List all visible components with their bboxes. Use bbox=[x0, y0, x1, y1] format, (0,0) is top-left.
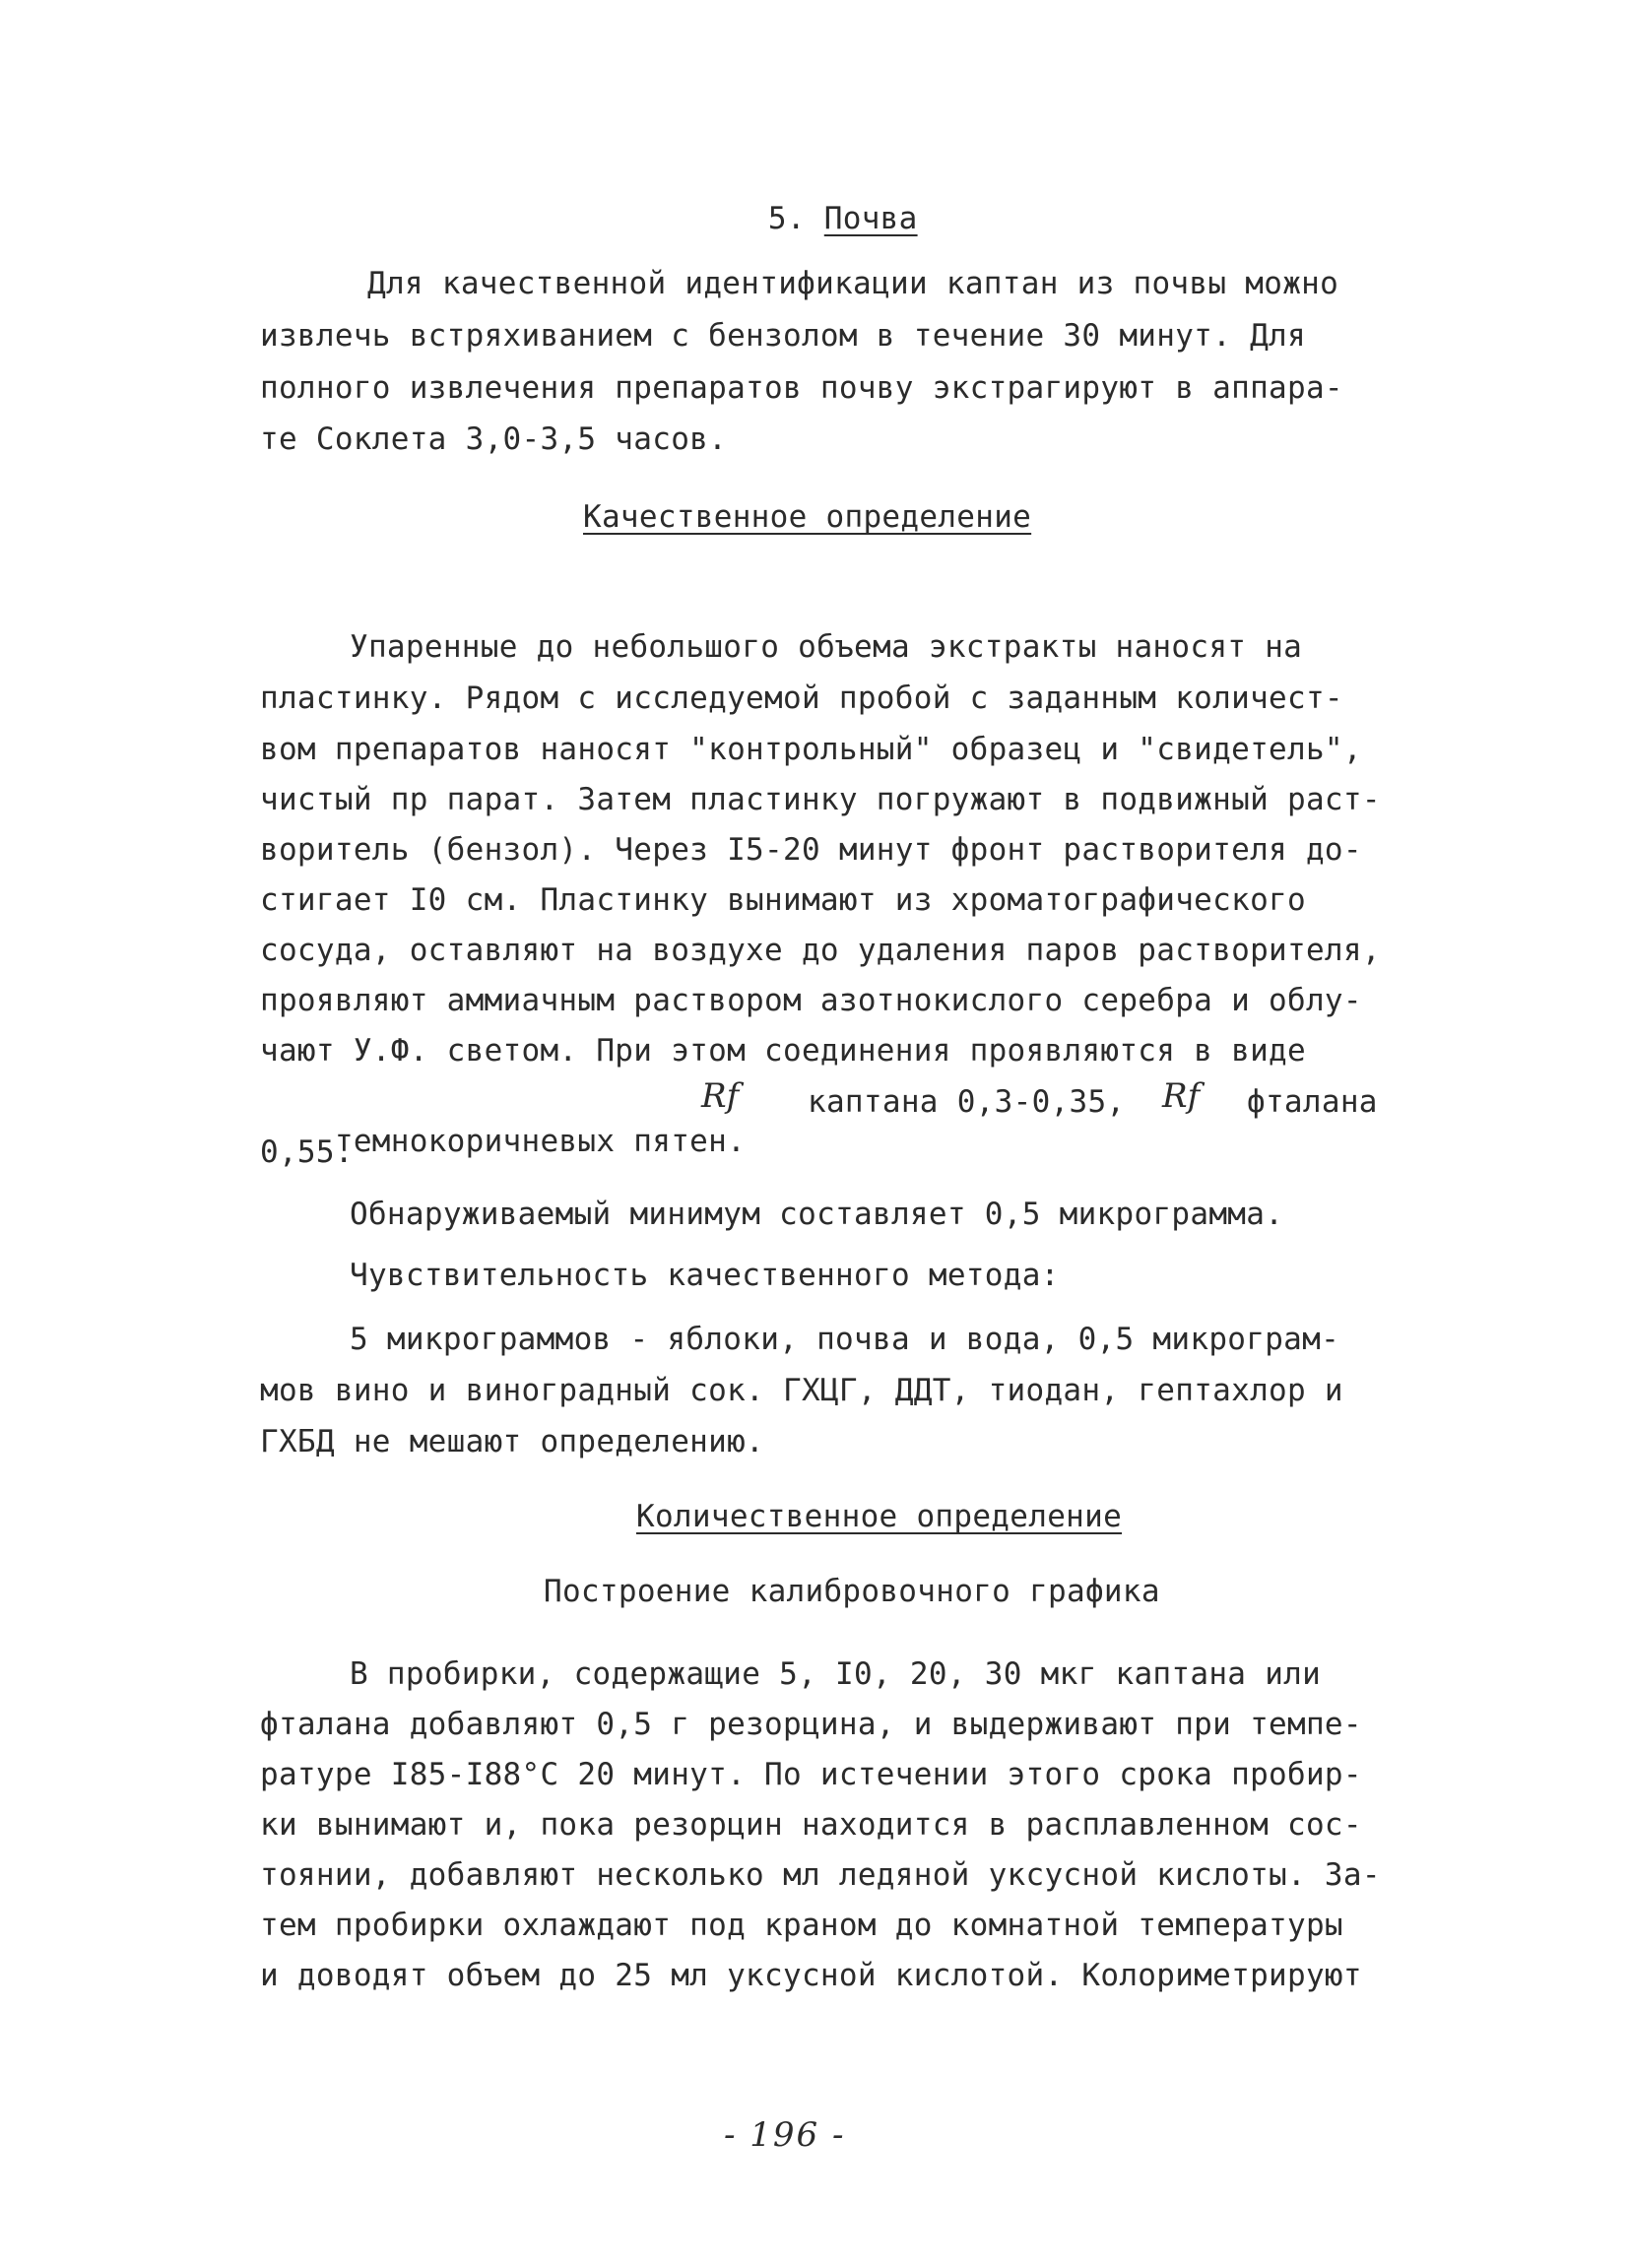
quantitative-subheading: Построение калибровочного графика bbox=[544, 1574, 1160, 1609]
intro-line: полного извлечения препаратов почву экстрагируют в аппара- bbox=[260, 370, 1343, 406]
rf-handwritten-mark: Rf bbox=[1162, 1076, 1201, 1116]
intro-line: извлечь встряхиванием с бензолом в течение 30 минут. Для bbox=[260, 318, 1306, 354]
qualitative-line: стигает I0 см. Пластинку вынимают из хроматографического bbox=[260, 882, 1306, 918]
quantitative-line: В пробирки, содержащие 5, I0, 20, 30 мкг каптана или bbox=[350, 1656, 1322, 1692]
section-number: 5. bbox=[767, 201, 806, 236]
qualitative-heading: Качественное определение bbox=[583, 499, 1032, 535]
sensitivity-line: мов вино и виноградный сок. ГХЦГ, ДДТ, тиодан, гептахлор и bbox=[260, 1373, 1343, 1408]
detection-minimum: Обнаруживаемый минимум составляет 0,5 микрограмма. bbox=[350, 1197, 1284, 1232]
quantitative-line: тоянии, добавляют несколько мл ледяной уксусной кислоты. За- bbox=[260, 1857, 1381, 1893]
section-title bbox=[693, 160, 918, 278]
quantitative-line: ки вынимают и, пока резорцин находится в расплавленном сос- bbox=[260, 1807, 1362, 1843]
qualitative-line: чистый пр парат. Затем пластинку погружают в подвижный раст- bbox=[260, 782, 1381, 817]
rf-handwritten-mark: Rf bbox=[701, 1076, 740, 1116]
qualitative-line: сосуда, оставляют на воздухе до удаления паров растворителя, bbox=[260, 933, 1381, 968]
rf-last: 0,55. bbox=[260, 1134, 354, 1170]
section-title-text: Почва bbox=[823, 201, 918, 236]
sensitivity-line: ГХБД не мешают определению. bbox=[260, 1424, 765, 1459]
quantitative-line: фталана добавляют 0,5 г резорцина, и выдерживают при темпе- bbox=[260, 1707, 1362, 1742]
rf-line-tail: фталана bbox=[1247, 1084, 1378, 1120]
qualitative-line: проявляют аммиачным раствором азотнокислого серебра и облу- bbox=[260, 983, 1362, 1018]
quantitative-line: ратуре I85-I88°С 20 минут. По истечении этого срока пробир- bbox=[260, 1757, 1362, 1792]
page-number: - 196 - bbox=[724, 2115, 846, 2155]
qualitative-line: вом препаратов наносят "контрольный" образец и "свидетель", bbox=[260, 732, 1362, 767]
qualitative-line: Упаренные до небольшого объема экстракты наносят на bbox=[350, 629, 1303, 665]
quantitative-line: и доводят объем до 25 мл уксусной кислотой. Колориметрируют bbox=[260, 1958, 1362, 1993]
qualitative-line: чают У.Ф. светом. При этом соединения проявляются в виде bbox=[260, 1033, 1306, 1069]
quantitative-heading: Количественное определение bbox=[636, 1499, 1123, 1534]
intro-line: те Соклета 3,0-3,5 часов. bbox=[260, 421, 728, 457]
sensitivity-line: 5 микрограммов - яблоки, почва и вода, 0,5 микрограм- bbox=[350, 1322, 1340, 1357]
rf-line-lead: темнокоричневых пятен. bbox=[334, 1124, 747, 1159]
sensitivity-label: Чувствительность качественного метода: bbox=[350, 1258, 1060, 1293]
rf-line-mid: каптана 0,3-0,35, bbox=[808, 1084, 1126, 1120]
quantitative-line: тем пробирки охлаждают под краном до комнатной температуры bbox=[260, 1908, 1343, 1943]
intro-line: Для качественной идентификации каптан из почвы можно bbox=[367, 266, 1339, 301]
qualitative-line: воритель (бензол). Через I5-20 минут фронт растворителя до- bbox=[260, 832, 1362, 868]
qualitative-line: пластинку. Рядом с исследуемой пробой с заданным количест- bbox=[260, 680, 1343, 716]
